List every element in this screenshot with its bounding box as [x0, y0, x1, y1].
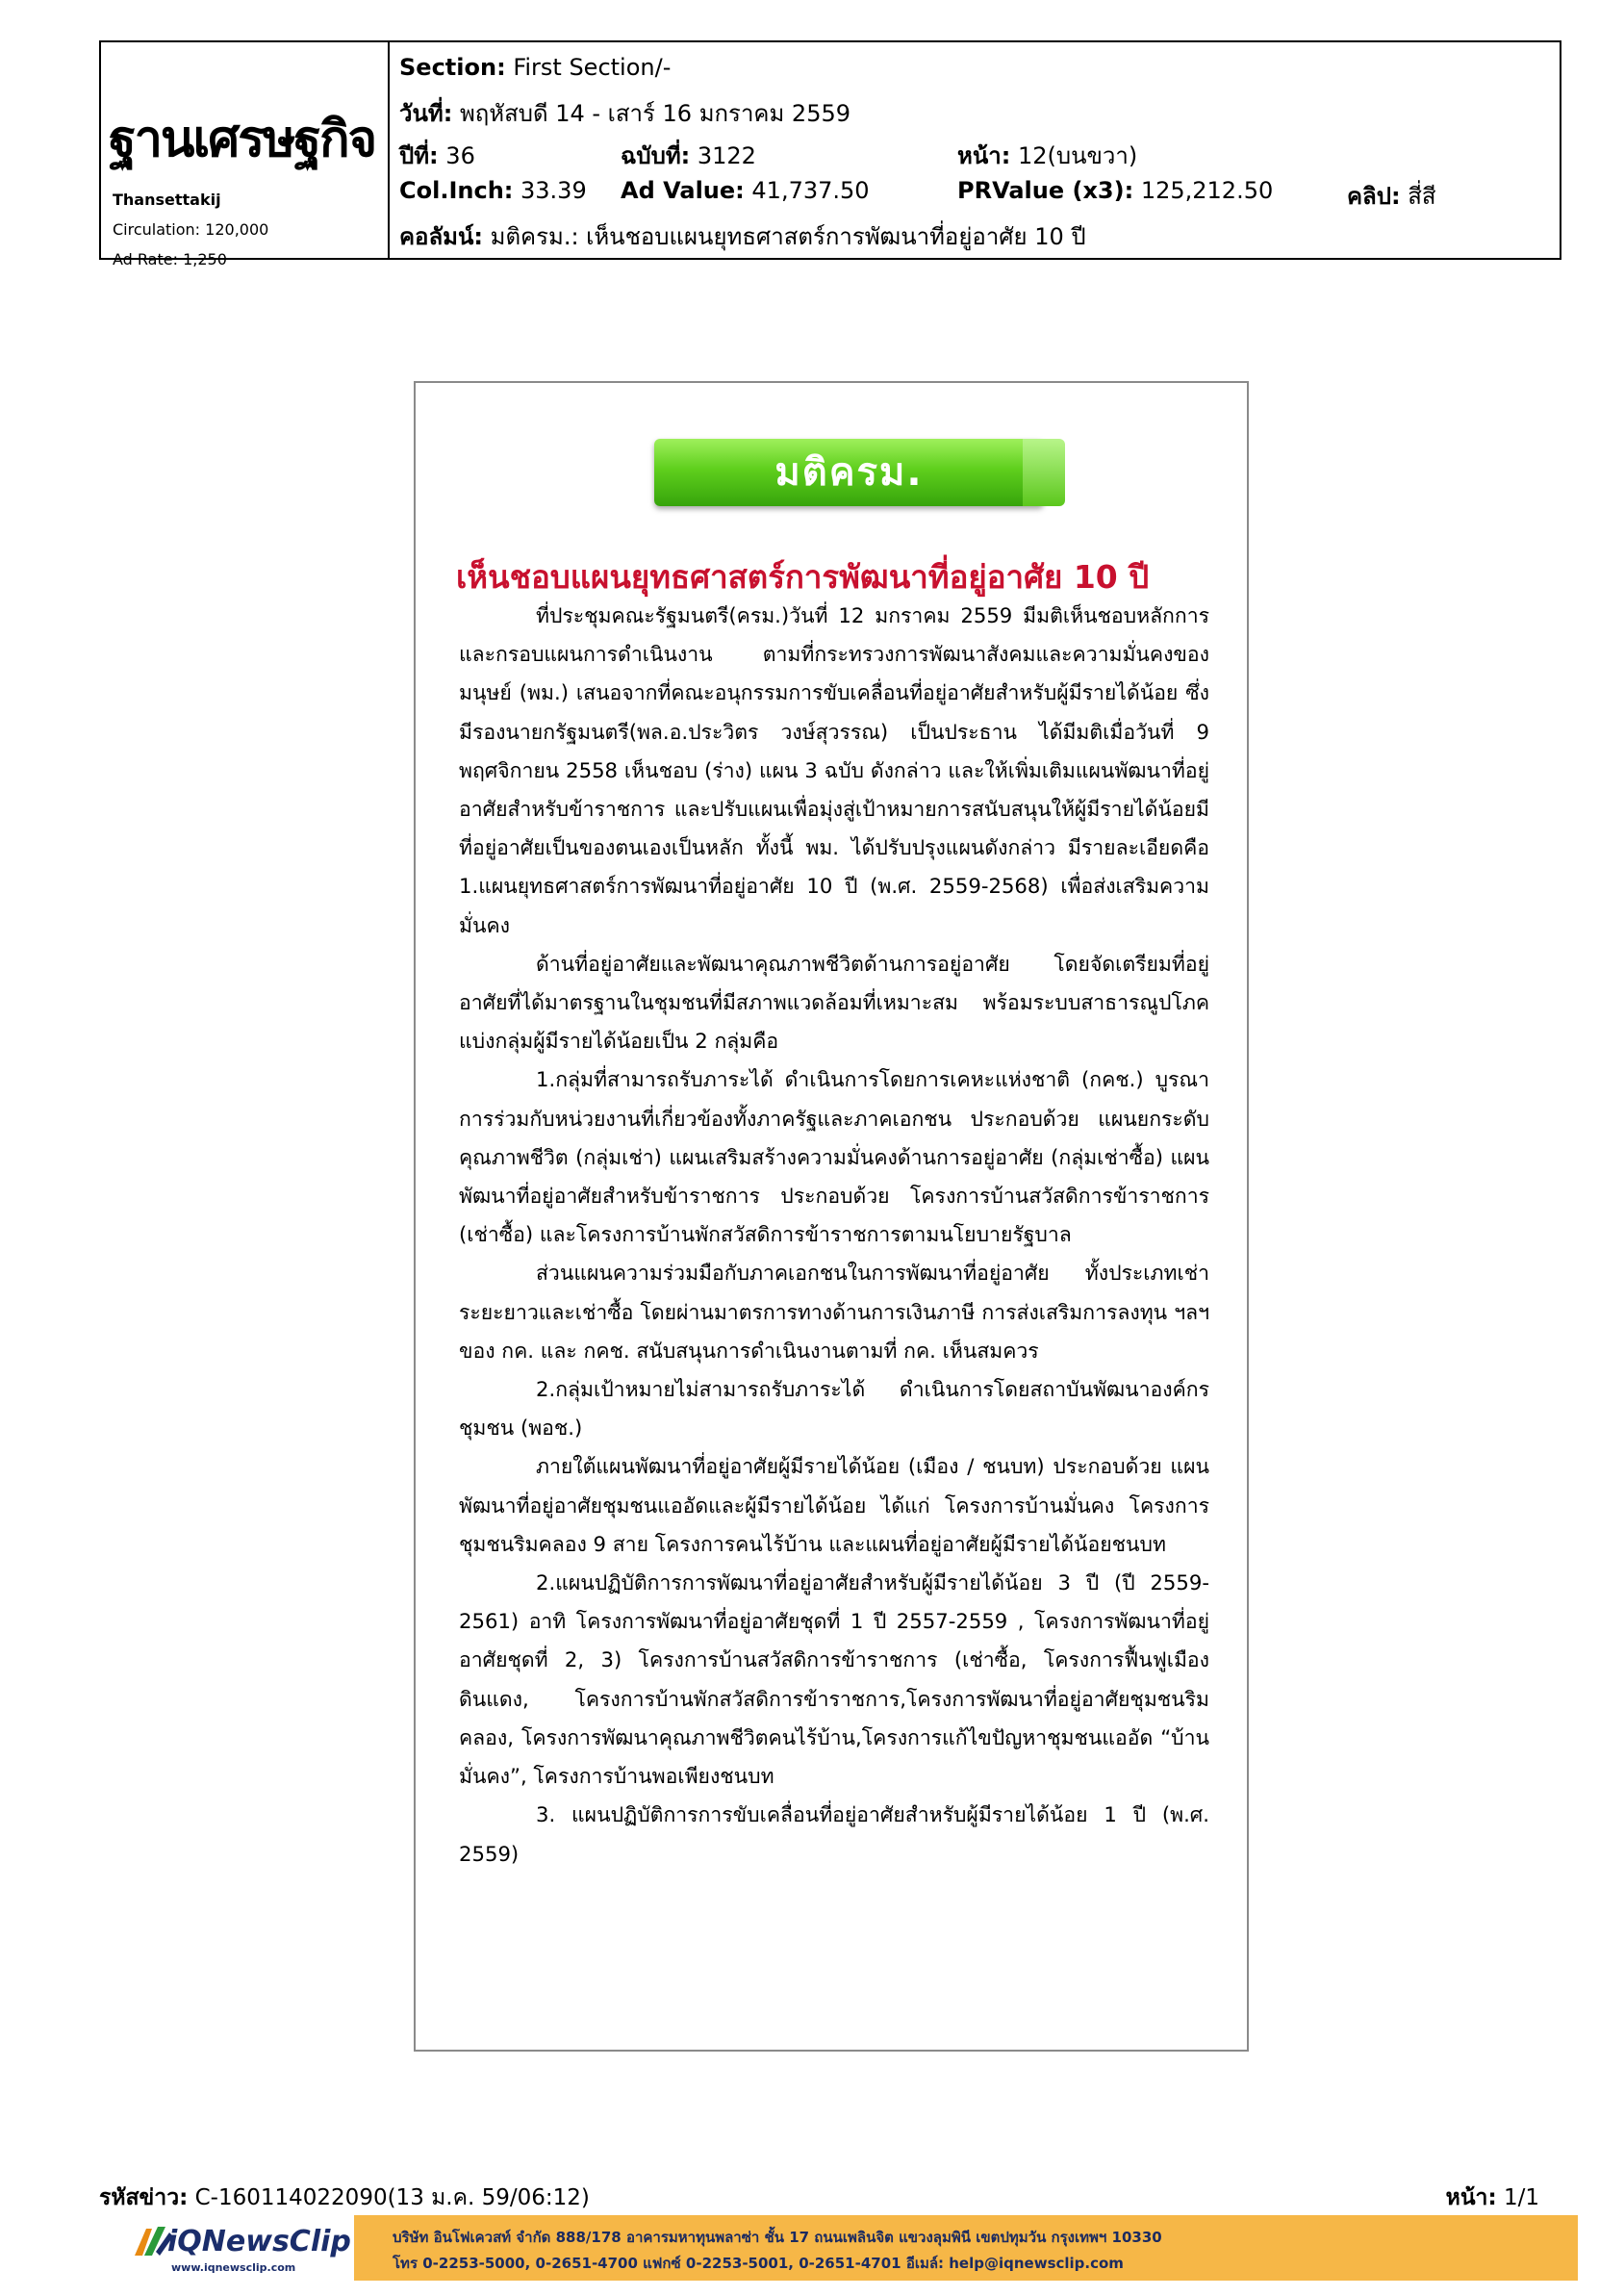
article-paragraph: 2.แผนปฏิบัติการการพัฒนาที่อยู่อาศัยสำหรับผู้มีรายได้น้อย 3 ปี (ปี 2559-2561) อาทิ โครงการพัฒนาที่อยู่อาศัยชุดที่ 1 ปี 2557-2559 , โครงการพัฒนาที่อยู่อาศัยชุดที่ 2, 3) โครงการบ้านสวัสดิการข้าราชการ (เช่าซื้อ, โครงการฟื้นฟูเมืองดินแดง, โครงการบ้านพักสวัสดิการข้าราชการ,โครงการพัฒนาที่อยู่อาศัยชุมชนริมคลอง, โครงการพัฒนาคุณภาพชีวิตคนไร้บ้าน,โครงการแก้ไขปัญหาชุมชนแออัด “บ้านมั่นคง”, โครงการบ้านพอเพียงชนบท	[459, 1570, 1209, 1789]
iqnewsclip-logo-text: iQNewsClip	[167, 2225, 351, 2258]
news-reference: รหัสข่าว: C-160114022090(13 ม.ค. 59/06:12)	[99, 2185, 590, 2210]
section-row: Section: First Section/-	[399, 54, 672, 81]
colinch-value: 33.39	[520, 177, 587, 204]
company-address: บริษัท อินโฟเควสท์ จำกัด 888/178 อาคารมหาทุนพลาซ่า ชั้น 17 ถนนเพลินจิต แขวงลุมพินี เขตปทุมวัน กรุงเทพฯ 10330	[393, 2229, 1162, 2246]
publication-panel	[101, 42, 390, 268]
iqnewsclip-url: www.iqnewsclip.com	[171, 2261, 296, 2274]
article-body	[459, 597, 1209, 1874]
issue-value: 3122	[697, 142, 756, 169]
page-counter-value: 1/1	[1503, 2185, 1539, 2210]
advalue-value: 41,737.50	[751, 177, 870, 204]
publication-meta	[113, 185, 268, 274]
clipping-info: Section: First Section/- วันที่: พฤหัสบดี 14 - เสาร์ 16 มกราคม 2559 ปีที่: 36 ฉบับที่: 3122 หน้า: 12(บนขวา) Col.Inch: 33.39 Ad Value: 41,737.50 PRValue (x3): 125,212.50 คลิป: สี่สี คอลัมน์: มติครม.: เห็นชอบแผนยุทธศาสตร์การพัฒนาที่อยู่อาศัย 10 ปี	[390, 42, 1560, 258]
article-paragraph: ที่ประชุมคณะรัฐมนตรี(ครม.)วันที่ 12 มกราคม 2559 มีมติเห็นชอบหลักการและกรอบแผนการดำเนินงาน ตามที่กระทรวงการพัฒนาสังคมและความมั่นคงของมนุษย์ (พม.) เสนอจากที่คณะอนุกรรมการขับเคลื่อนที่อยู่อาศัยสำหรับผู้มีรายได้น้อย ซึ่งมีรองนายกรัฐมนตรี(พล.อ.ประวิตร วงษ์สุวรรณ) เป็นประธาน ได้มีมติเมื่อวันที่ 9 พฤศจิกายน 2558 เห็นชอบ (ร่าง) แผน 3 ฉบับ ดังกล่าว และให้เพิ่มเติมแผนพัฒนาที่อยู่อาศัยสำหรับข้าราชการ และปรับแผนเพื่อมุ่งสู่เป้าหมายการสนับสนุนให้ผู้มีรายได้น้อยมีที่อยู่อาศัยเป็นของตนเองเป็นหลัก ทั้งนี้ พม. ได้ปรับปรุงแผนดังกล่าว มีรายละเอียดคือ 1.แผนยุทธศาสตร์การพัฒนาที่อยู่อาศัย 10 ปี (พ.ศ. 2559-2568) เพื่อส่งเสริมความมั่นคง	[459, 603, 1209, 937]
iqnewsclip-logo	[123, 2215, 354, 2281]
ad-rate: Ad Rate: 1,250	[113, 250, 227, 268]
date-row: วันที่: พฤหัสบดี 14 - เสาร์ 16 มกราคม 2559	[399, 100, 850, 127]
page-value: 12(บนขวา)	[1017, 142, 1138, 169]
circulation-value: 120,000	[205, 220, 269, 239]
section-value: First Section/-	[513, 54, 672, 81]
clipping-header	[99, 40, 1561, 268]
clip-value: สี่สี	[1408, 183, 1436, 210]
news-reference-value: C-160114022090(13 ม.ค. 59/06:12)	[194, 2185, 590, 2210]
date-value: พฤหัสบดี 14 - เสาร์ 16 มกราคม 2559	[459, 100, 850, 127]
page-counter: หน้า: 1/1	[1445, 2185, 1539, 2210]
year-value: 36	[445, 142, 475, 169]
news-clipping	[414, 381, 1249, 2052]
article-paragraph: 2.กลุ่มเป้าหมายไม่สามารถรับภาระได้ ดำเนินการโดยสถาบันพัฒนาองค์กรชุมชน (พอช.)	[459, 1377, 1209, 1441]
article-paragraph: ส่วนแผนความร่วมมือกับภาคเอกชนในการพัฒนาที่อยู่อาศัย ทั้งประเภทเช่าระยะยาวและเช่าซื้อ โดยผ่านมาตรการทางด้านการเงินภาษี การส่งเสริมการลงทุน ฯลฯ ของ กค. และ กคช. สนับสนุนการดำเนินงานตามที่ กค. เห็นสมควร	[459, 1261, 1209, 1363]
article-headline: เห็นชอบแผนยุทธศาสตร์การพัฒนาที่อยู่อาศัย 10 ปี	[456, 558, 1150, 596]
article-paragraph: 3. แผนปฏิบัติการการขับเคลื่อนที่อยู่อาศัยสำหรับผู้มีรายได้น้อย 1 ปี (พ.ศ. 2559)	[459, 1802, 1209, 1866]
article-paragraph: ภายใต้แผนพัฒนาที่อยู่อาศัยผู้มีรายได้น้อย (เมือง / ชนบท) ประกอบด้วย แผนพัฒนาที่อยู่อาศัยชุมชนแออัดและผู้มีรายได้น้อย ได้แก่ โครงการบ้านมั่นคง โครงการชุมชนริมคลอง 9 สาย โครงการคนไร้บ้าน และแผนที่อยู่อาศัยผู้มีรายได้น้อยชนบท	[459, 1454, 1209, 1556]
ad-rate-value: 1,250	[183, 250, 227, 268]
publication-name: Thansettakij	[113, 191, 221, 209]
publication-logo: ฐานเศรษฐกิจ	[109, 111, 376, 168]
column-row: คอลัมน์: มติครม.: เห็นชอบแผนยุทธศาสตร์การพัฒนาที่อยู่อาศัย 10 ปี	[399, 223, 1086, 250]
prvalue-value: 125,212.50	[1140, 177, 1274, 204]
column-banner: มติครม.	[654, 439, 1044, 506]
column-value: มติครม.: เห็นชอบแผนยุทธศาสตร์การพัฒนาที่อยู่อาศัย 10 ปี	[490, 223, 1086, 250]
company-contact: โทร 0-2253-5000, 0-2651-4700 แฟกซ์ 0-2253-5001, 0-2651-4701 อีเมล์: help@iqnewsclip.com	[393, 2255, 1124, 2272]
article-paragraph: ด้านที่อยู่อาศัยและพัฒนาคุณภาพชีวิตด้านการอยู่อาศัย โดยจัดเตรียมที่อยู่อาศัยที่ได้มาตรฐานในชุมชนที่มีสภาพแวดล้อมที่เหมาะสม พร้อมระบบสาธารณูปโภค แบ่งกลุ่มผู้มีรายได้น้อยเป็น 2 กลุ่มคือ	[459, 951, 1209, 1054]
article-paragraph: 1.กลุ่มที่สามารถรับภาระได้ ดำเนินการโดยการเคหะแห่งชาติ (กคช.) บูรณาการร่วมกับหน่วยงานที่เกี่ยวข้องทั้งภาครัฐและภาคเอกชน ประกอบด้วย แผนยกระดับคุณภาพชีวิต (กลุ่มเช่า) แผนเสริมสร้างความมั่นคงด้านการอยู่อาศัย (กลุ่มเช่าซื้อ) แผนพัฒนาที่อยู่อาศัยสำหรับข้าราชการ ประกอบด้วย โครงการบ้านสวัสดิการข้าราชการ (เช่าซื้อ) และโครงการบ้านพักสวัสดิการข้าราชการตามนโยบายรัฐบาล	[459, 1067, 1209, 1247]
circulation: Circulation: 120,000	[113, 220, 269, 239]
company-info-band	[354, 2215, 1578, 2281]
